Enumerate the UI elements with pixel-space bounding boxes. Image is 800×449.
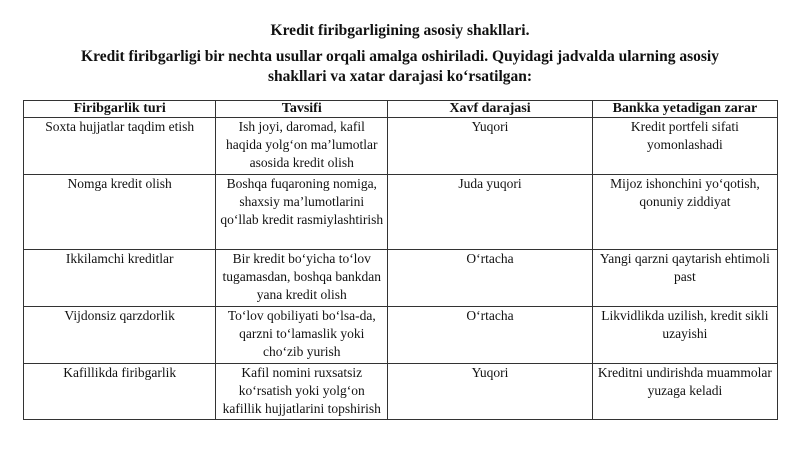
document-title: Kredit firibgarligining asosiy shakllari.	[270, 22, 530, 39]
cell-description: Boshqa fuqaroning nomiga, shaxsiy ma’lumotlarini qo‘llab kredit rasmiylashtirish	[216, 175, 388, 250]
fraud-types-table	[23, 100, 778, 420]
cell-fraud-type: Kafillikda firibgarlik	[24, 364, 216, 420]
header-fraud-type: Firibgarlik turi	[24, 101, 216, 118]
header-bank-loss: Bankka yetadigan zarar	[592, 101, 777, 118]
header-description: Tavsifi	[216, 101, 388, 118]
cell-description: Ish joyi, daromad, kafil haqida yolg‘on ma’lumotlar asosida kredit olish	[216, 118, 388, 175]
cell-description: Kafil nomini ruxsatsiz ko‘rsatish yoki yolg‘on kafillik hujjatlarini topshirish	[216, 364, 388, 420]
cell-bank-loss: Kredit portfeli sifati yomonlashadi	[592, 118, 777, 175]
cell-bank-loss: Mijoz ishonchini yo‘qotish, qonuniy ziddiyat	[592, 175, 777, 250]
table-row	[24, 307, 778, 364]
table-row	[24, 364, 778, 420]
cell-fraud-type: Vijdonsiz qarzdorlik	[24, 307, 216, 364]
cell-description: To‘lov qobiliyati bo‘lsa-da, qarzni to‘lamaslik yoki cho‘zib yurish	[216, 307, 388, 364]
header-risk-level: Xavf darajasi	[388, 101, 593, 118]
cell-fraud-type: Soxta hujjatlar taqdim etish	[24, 118, 216, 175]
table-header-row	[24, 101, 778, 118]
document-intro: Kredit firibgarligi bir nechta usullar orqali amalga oshiriladi. Quyidagi jadvalda ularning asosiy shakllari va xatar darajasi ko‘rsatilgan:	[81, 48, 719, 85]
cell-fraud-type: Nomga kredit olish	[24, 175, 216, 250]
cell-risk-level: Yuqori	[388, 364, 593, 420]
table-row	[24, 250, 778, 307]
cell-risk-level: Juda yuqori	[388, 175, 593, 250]
cell-fraud-type: Ikkilamchi kreditlar	[24, 250, 216, 307]
table-row	[24, 175, 778, 250]
cell-bank-loss: Likvidlikda uzilish, kredit sikli uzayishi	[592, 307, 777, 364]
cell-bank-loss: Yangi qarzni qaytarish ehtimoli past	[592, 250, 777, 307]
cell-risk-level: O‘rtacha	[388, 250, 593, 307]
cell-risk-level: Yuqori	[388, 118, 593, 175]
cell-description: Bir kredit bo‘yicha to‘lov tugamasdan, boshqa bankdan yana kredit olish	[216, 250, 388, 307]
cell-risk-level: O‘rtacha	[388, 307, 593, 364]
cell-bank-loss: Kreditni undirishda muammolar yuzaga keladi	[592, 364, 777, 420]
table-row	[24, 118, 778, 175]
